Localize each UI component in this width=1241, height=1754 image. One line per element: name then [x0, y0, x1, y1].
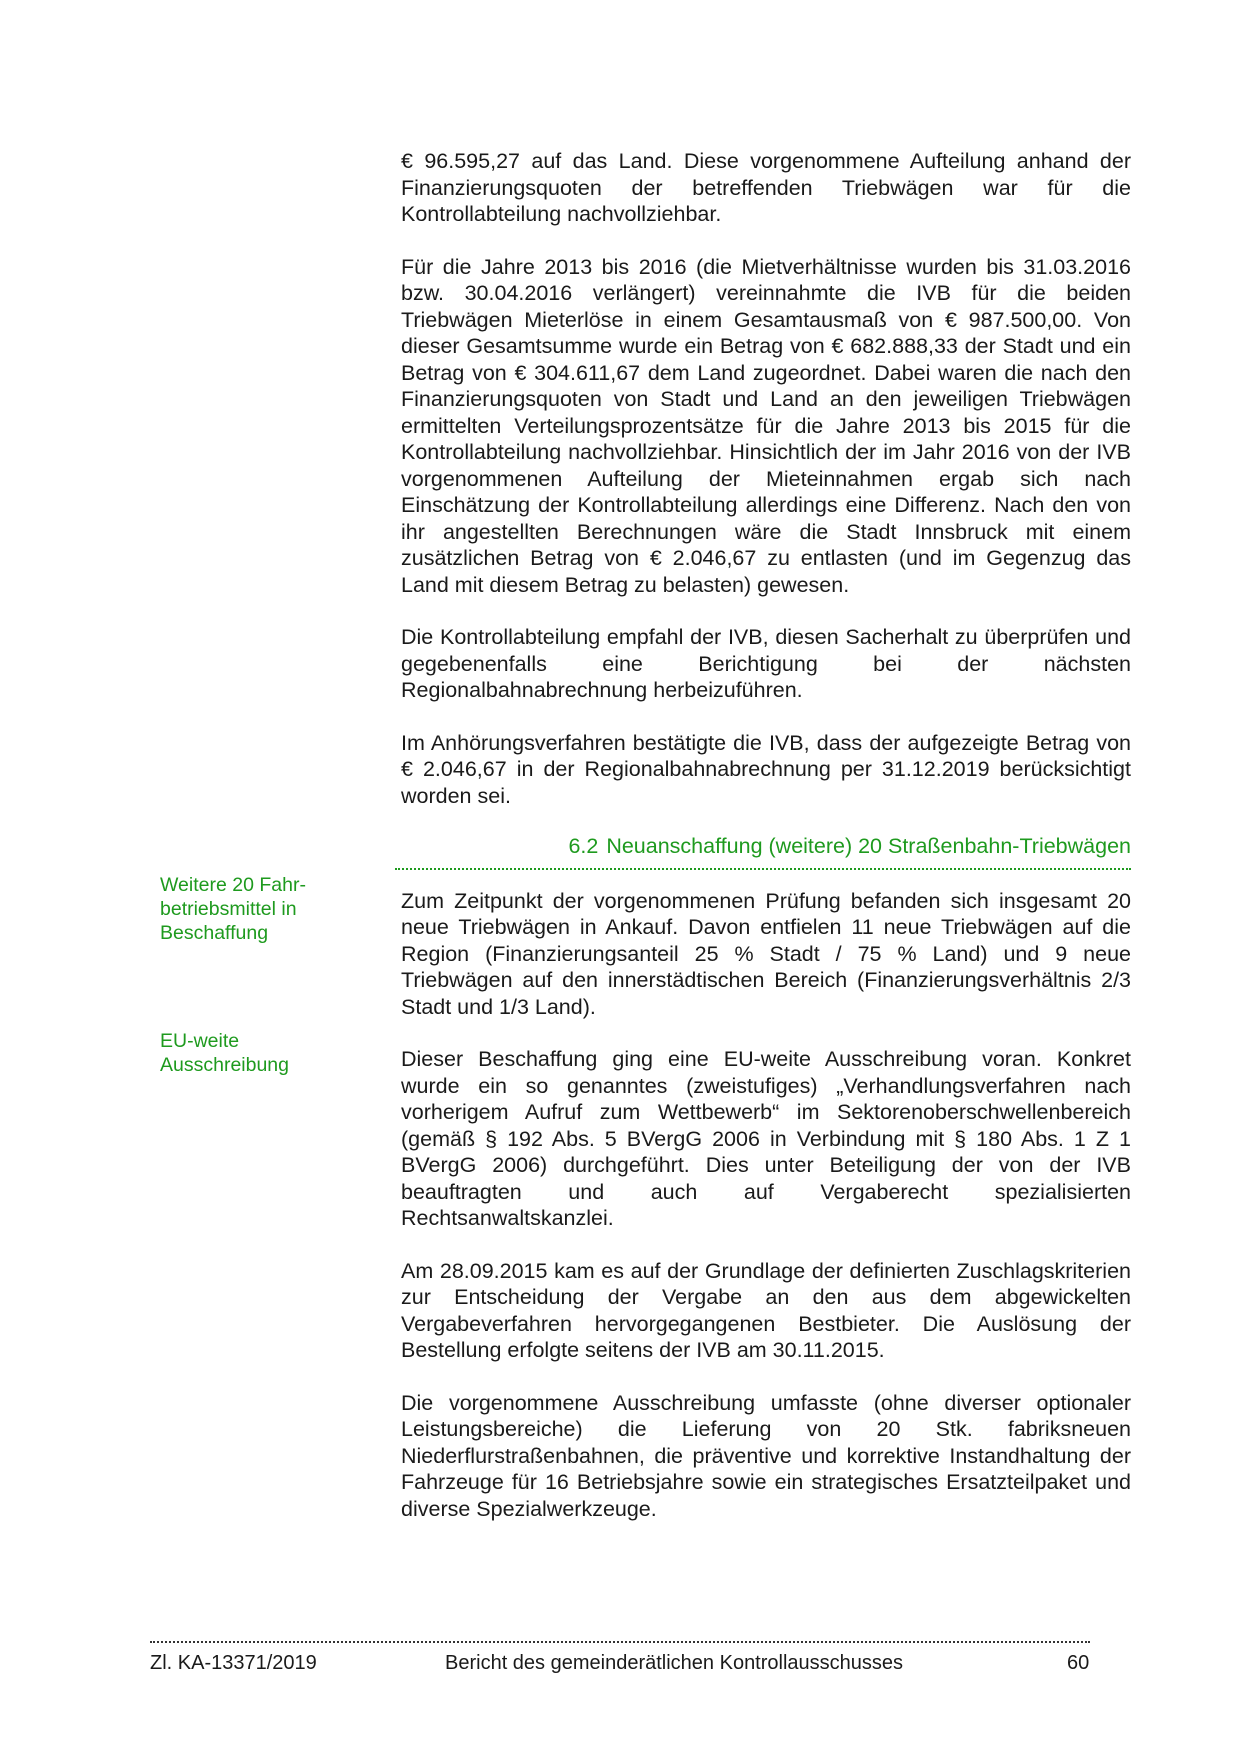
paragraph: Die vorgenommene Ausschreibung umfasste (ohne diverser optionaler Leistungsbereiche) die Lieferung von 20 Stk. fabriksneuen Niederflurstraßenbahnen, die präventive und korrektive Instandhaltung der Fahrzeuge für 16 Betriebsjahre sowie ein strategisches Ersatzteilpaket und diverse Spezialwerkzeuge. — [401, 1390, 1131, 1521]
margin-note-ausschreibung — [160, 1029, 340, 1077]
section-title: Neuanschaffung (weitere) 20 Straßenbahn-Triebwägen — [606, 834, 1131, 858]
page-number: 60 — [1067, 1652, 1090, 1674]
margin-note-line: Beschaffung — [160, 922, 269, 944]
margin-note-line: betriebsmittel in — [160, 898, 297, 920]
paragraph: Im Anhörungsverfahren bestätigte die IVB, dass der aufgezeigte Betrag von € 2.046,67 in der Regionalbahnabrechnung per 31.12.2019 berücksichtigt worden sei. — [401, 730, 1131, 808]
paragraph: Dieser Beschaffung ging eine EU-weite Ausschreibung voran. Konkret wurde ein so genanntes (zweistufiges) „Verhandlungsverfahren nach vorherigem Aufruf zum Wettbewerb“ im Sektorenoberschwellenbereich (gemäß § 192 Abs. 5 BVergG 2006 in Verbindung mit § 180 Abs. 1 Z 1 BVergG 2006) durchgeführt. Dies unter Beteiligung der von der IVB beauftragten und auch auf Vergaberecht spezialisierten Rechtsanwaltskanzlei. — [401, 1047, 1131, 1230]
margin-note-beschaffung — [160, 873, 340, 945]
paragraph: Die Kontrollabteilung empfahl der IVB, diesen Sacherhalt zu überprüfen und gegebenenfalls eine Berichtigung bei der nächsten Regionalbahnabrechnung herbeizuführen. — [401, 625, 1131, 702]
margin-note-line: Weitere 20 Fahr- — [160, 874, 306, 896]
paragraph: Am 28.09.2015 kam es auf der Grundlage der definierten Zuschlagskriterien zur Entscheidung der Vergabe an den aus dem abgewickelten Vergabeverfahren hervorgegangenen Bestbieter. Die Auslösung der Bestellung erfolgte seitens der IVB am 30.11.2015. — [401, 1258, 1131, 1362]
section-heading — [395, 833, 1131, 870]
paragraph: Zum Zeitpunkt der vorgenommenen Prüfung befanden sich insgesamt 20 neue Triebwägen in Ankauf. Davon entfielen 11 neue Triebwägen auf die Region (Finanzierungsanteil 25 % Stadt / 75 % Land) und 9 neue Triebwägen auf den innerstädtischen Bereich (Finanzierungsverhältnis 2/3 Stadt und 1/3 Land). — [401, 888, 1131, 1019]
paragraph: € 96.595,27 auf das Land. Diese vorgenommene Aufteilung anhand der Finanzierungsquoten der betreffenden Triebwägen war für die Kontrollabteilung nachvollziehbar. — [401, 149, 1131, 226]
section-number: 6.2 — [568, 834, 599, 858]
margin-note-line: Ausschreibung — [160, 1054, 289, 1076]
margin-note-line: EU-weite — [160, 1030, 240, 1052]
main-text-column — [401, 148, 1131, 1522]
footer-reference: Zl. KA-13371/2019 — [150, 1652, 317, 1674]
footer-divider — [150, 1641, 1090, 1643]
footer-title: Bericht des gemeinderätlichen Kontrollausschusses — [445, 1652, 904, 1674]
paragraph: Für die Jahre 2013 bis 2016 (die Mietverhältnisse wurden bis 31.03.2016 bzw. 30.04.2016 verlängert) vereinnahmte die IVB für die beiden Triebwägen Mieterlöse in einem Gesamtausmaß von € 987.500,00. Von dieser Gesamtsumme wurde ein Betrag von € 682.888,33 der Stadt und ein Betrag von € 304.611,67 dem Land zugeordnet. Dabei waren die nach den Finanzierungsquoten von Stadt und Land an den jeweiligen Triebwägen ermittelten Verteilungsprozentsätze für die Jahre 2013 bis 2015 für die Kontrollabteilung nachvollziehbar. Hinsichtlich der im Jahr 2016 von der IVB vorgenommenen Aufteilung der Mieteinnahmen ergab sich nach Einschätzung der Kontrollabteilung allerdings eine Differenz. Nach den von ihr angestellten Berechnungen wäre die Stadt Innsbruck mit einem zusätzlichen Betrag von € 2.046,67 zu entlasten (und im Gegenzug das Land mit diesem Betrag zu belasten) gewesen. — [401, 254, 1131, 597]
